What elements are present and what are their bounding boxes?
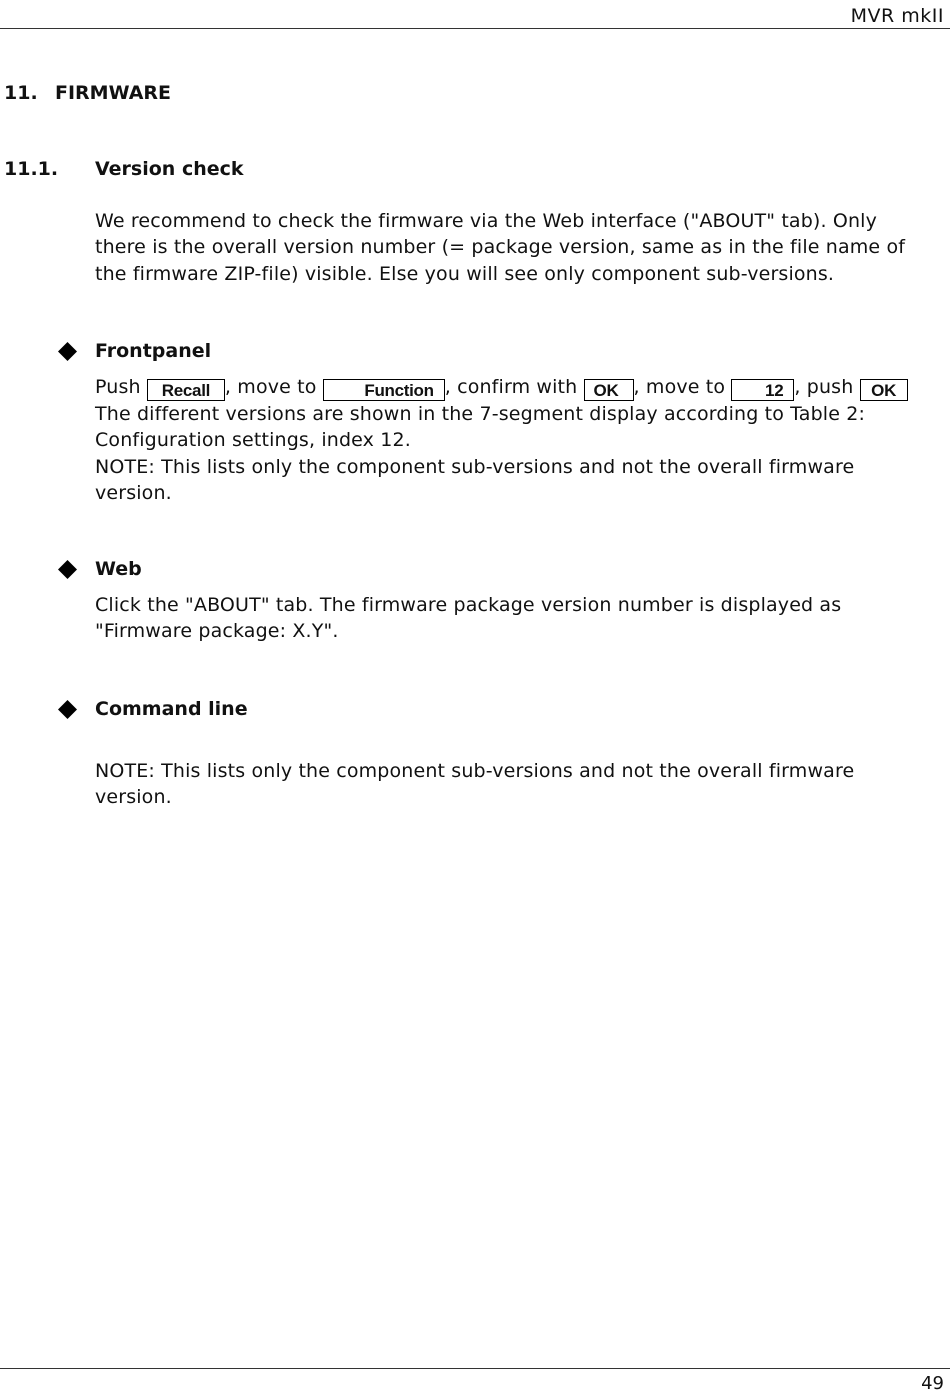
frontpanel-line: NOTE: This lists only the component sub-versions and not the overall firmware (95, 455, 855, 478)
move-to-text: , move to (633, 376, 726, 398)
confirm-with-text: , confirm with (444, 376, 578, 398)
frontpanel-line: Configuration settings, index 12. (95, 429, 411, 452)
ok-key: OK (860, 379, 908, 401)
twelve-key: 12 (731, 379, 794, 401)
command-line-line: NOTE: This lists only the component sub-versions and not the overall firmware (95, 760, 855, 782)
command-line-line: version. (95, 786, 172, 809)
recall-key: Recall (147, 379, 225, 401)
header-rule (0, 28, 950, 29)
frontpanel-line: The different versions are shown in the 7-segment display according to Table 2: (95, 403, 866, 425)
intro-line: We recommend to check the firmware via the Web interface ("ABOUT" tab). Only (95, 210, 877, 232)
intro-line: there is the overall version number (= package version, same as in the file name of (95, 236, 906, 259)
push-text: , push (794, 376, 854, 398)
function-key: Function (323, 379, 445, 401)
command-line-title: Command line (95, 698, 248, 720)
push-text: Push (95, 376, 141, 398)
page-number: 49 (921, 1373, 944, 1394)
frontpanel-line: version. (95, 481, 172, 504)
diamond-bullet-icon (58, 342, 77, 361)
web-line: Click the "ABOUT" tab. The firmware package version number is displayed as (95, 594, 842, 616)
command-line-paragraph (95, 758, 947, 811)
frontpanel-title: Frontpanel (95, 340, 212, 362)
intro-line: the firmware ZIP-file) visible. Else you will see only component sub-versions. (95, 262, 835, 285)
intro-paragraph (95, 208, 947, 287)
move-to-text: , move to (224, 376, 317, 398)
header-title: MVR mkII (850, 5, 944, 27)
chapter-title: FIRMWARE (55, 82, 172, 104)
web-paragraph (95, 592, 947, 645)
chapter-number: 11. (4, 82, 38, 104)
diamond-bullet-icon (58, 560, 77, 579)
footer-rule (0, 1368, 950, 1369)
frontpanel-instruction-line (95, 374, 947, 401)
ok-key: OK (584, 379, 634, 401)
web-title: Web (95, 558, 142, 580)
section-number: 11.1. (4, 158, 59, 180)
diamond-bullet-icon (58, 700, 77, 719)
frontpanel-paragraph (95, 374, 947, 506)
web-line: "Firmware package: X.Y". (95, 620, 339, 643)
section-title: Version check (95, 158, 244, 180)
